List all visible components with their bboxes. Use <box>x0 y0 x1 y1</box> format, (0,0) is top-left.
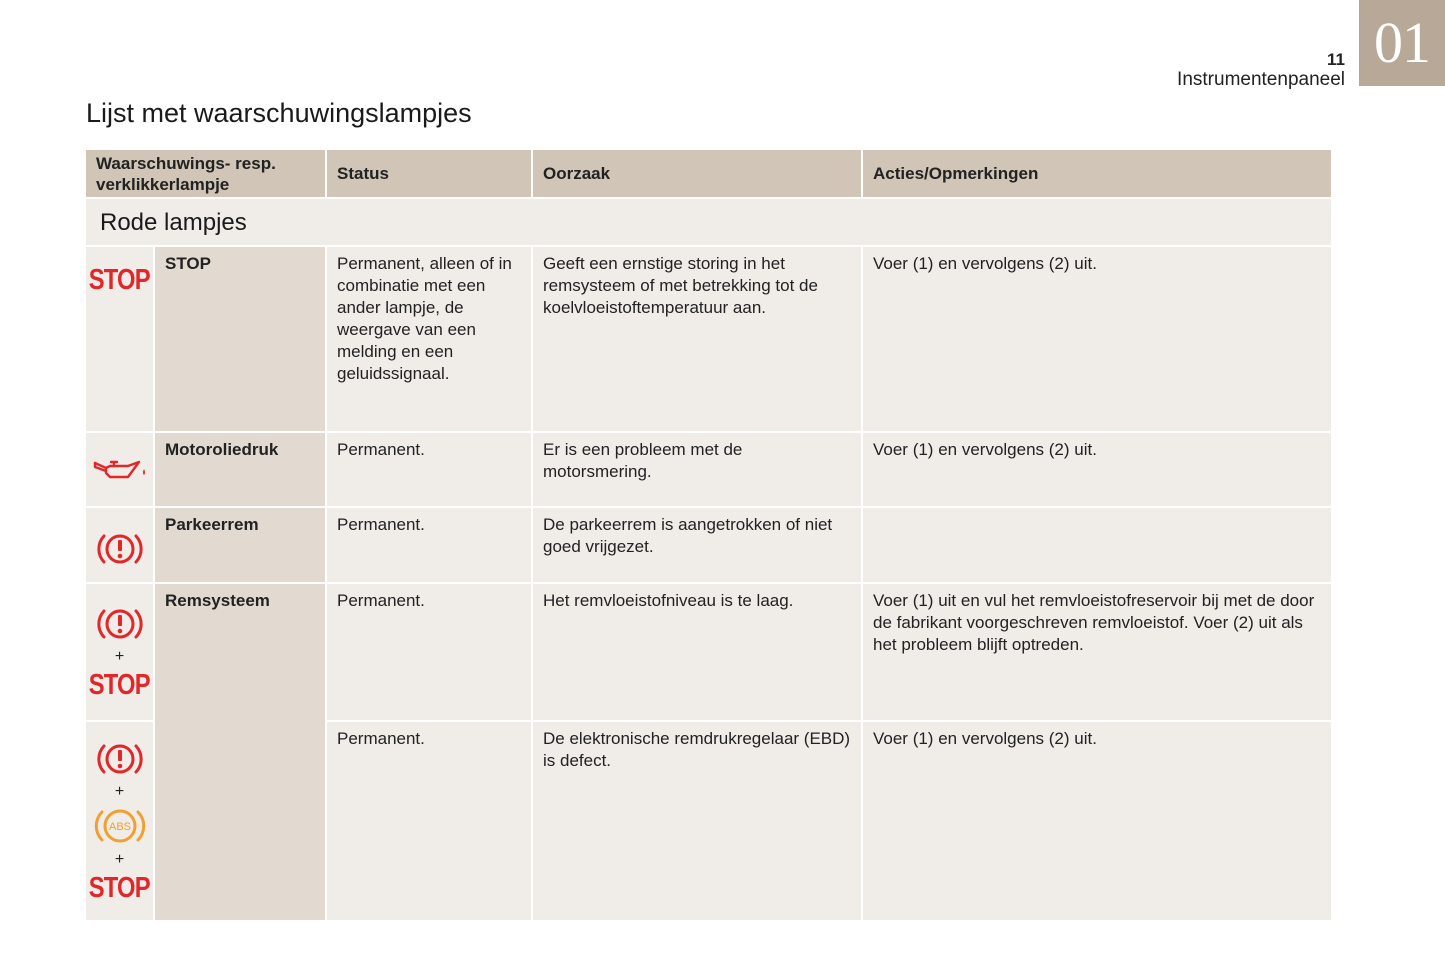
row-stop-icon-cell <box>86 247 153 431</box>
row-stop-cause: Geeft een ernstige storing in het remsysteem of met betrekking tot de koelvloeistoftemperatuur aan. <box>533 247 861 431</box>
row-brake-a-icon-cell <box>86 584 153 720</box>
abs-icon <box>94 805 146 847</box>
brake-warning-icon <box>96 604 144 644</box>
abs-icon-label: ABS <box>108 821 131 833</box>
row-brake-b-status: Permanent. <box>327 722 531 920</box>
group-label-red-lights: Rode lampjes <box>86 199 1331 245</box>
page-number: 11 <box>1327 50 1345 69</box>
column-header-cause: Oorzaak <box>533 150 861 197</box>
plus-sign: + <box>114 648 125 665</box>
brake-warning-icon <box>96 529 144 569</box>
row-parking-name: Parkeerrem <box>155 508 325 582</box>
stop-icon: STOP <box>88 669 151 701</box>
row-stop-action: Voer (1) en vervolgens (2) uit. <box>863 247 1331 431</box>
row-oil-status: Permanent. <box>327 433 531 506</box>
row-oil-action: Voer (1) en vervolgens (2) uit. <box>863 433 1331 506</box>
plus-sign: + <box>114 851 125 868</box>
plus-sign: + <box>114 783 125 800</box>
row-brake-a-cause: Het remvloeistofniveau is te laag. <box>533 584 861 720</box>
row-stop-name: STOP <box>155 247 325 431</box>
row-brake-b-icon-cell <box>86 722 153 920</box>
row-parking-action <box>863 508 1331 582</box>
row-parking-icon-cell <box>86 508 153 582</box>
section-title: Instrumentenpaneel <box>1177 69 1345 90</box>
row-brake-a-status: Permanent. <box>327 584 531 720</box>
row-brake-a-action: Voer (1) uit en vul het remvloeistofreservoir bij met de door de fabrikant voorgeschreven remvloeistof. Voer (2) uit als het probleem blijft optreden. <box>863 584 1331 720</box>
row-oil-name: Motoroliedruk <box>155 433 325 506</box>
row-stop-status: Permanent, alleen of in combinatie met een ander lampje, de weergave van een melding en een geluidssignaal. <box>327 247 531 431</box>
row-oil-cause: Er is een probleem met de motorsmering. <box>533 433 861 506</box>
chapter-tab: 01 <box>1359 0 1445 86</box>
stop-icon: STOP <box>88 264 151 296</box>
row-parking-cause: De parkeerrem is aangetrokken of niet goed vrijgezet. <box>533 508 861 582</box>
row-parking-status: Permanent. <box>327 508 531 582</box>
column-header-actions: Acties/Opmerkingen <box>863 150 1331 197</box>
row-oil-icon-cell <box>86 433 153 506</box>
column-header-status: Status <box>327 150 531 197</box>
row-brake-b-cause: De elektronische remdrukregelaar (EBD) is defect. <box>533 722 861 920</box>
row-brake-name: Remsysteem <box>155 584 325 920</box>
brake-warning-icon <box>96 739 144 779</box>
stop-icon: STOP <box>88 872 151 904</box>
oil-can-icon <box>92 455 148 485</box>
row-brake-b-action: Voer (1) en vervolgens (2) uit. <box>863 722 1331 920</box>
column-header-lamp: Waarschuwings- resp. verklikkerlampje <box>86 150 325 197</box>
page-title: Lijst met waarschuwingslampjes <box>86 98 472 128</box>
